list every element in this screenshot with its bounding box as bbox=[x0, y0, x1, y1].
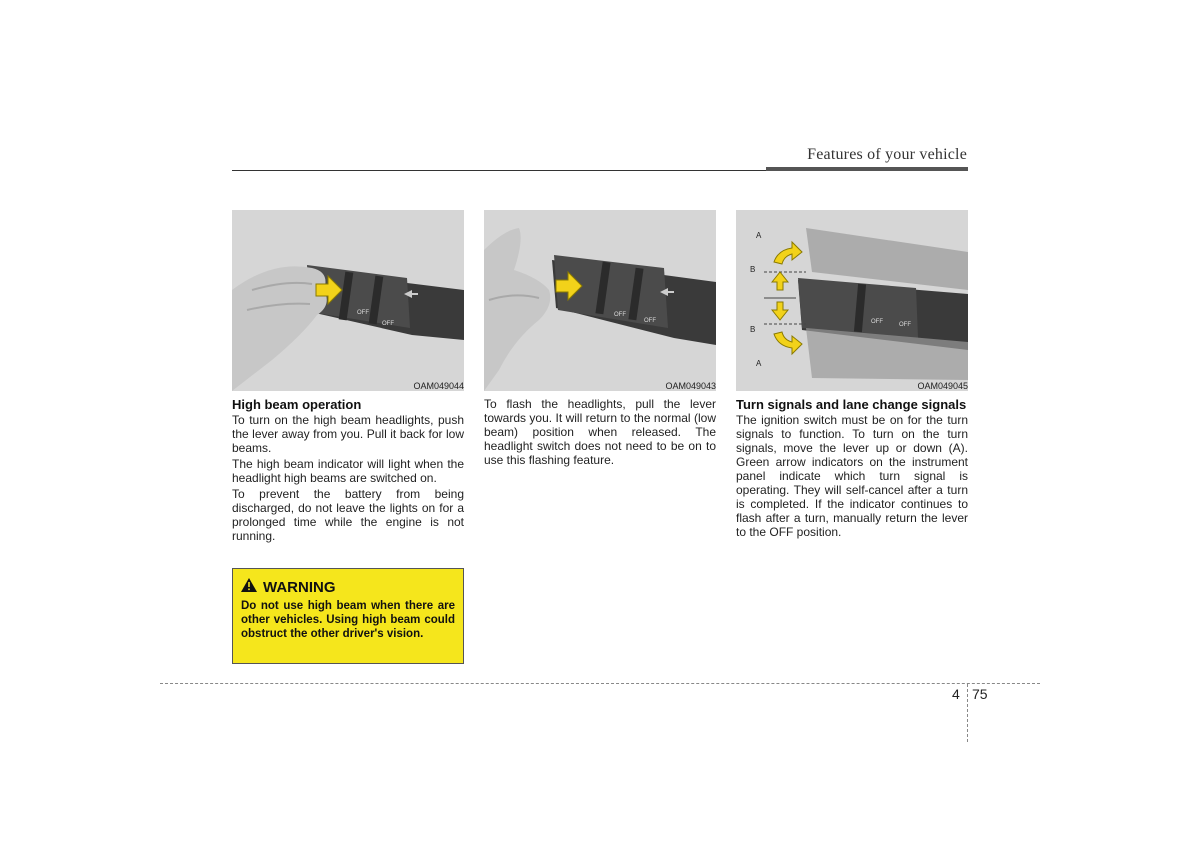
warning-title: WARNING bbox=[263, 578, 336, 596]
figure-code: OAM049043 bbox=[665, 381, 716, 391]
column-high-beam bbox=[232, 397, 464, 545]
figure-code: OAM049044 bbox=[413, 381, 464, 391]
figure-turn-signals bbox=[736, 210, 968, 391]
footer-rule bbox=[160, 683, 1040, 684]
lever-off-label: OFF bbox=[644, 318, 656, 324]
column-turn-signals bbox=[736, 397, 968, 541]
paragraph: The high beam indicator will light when the headlight high beams are switched on. bbox=[232, 457, 464, 485]
label-a: A bbox=[756, 231, 762, 240]
lever-off-label: OFF bbox=[614, 312, 626, 318]
warning-icon bbox=[241, 578, 257, 597]
lever-off-label: OFF bbox=[357, 310, 369, 316]
warning-body: Do not use high beam when there are other vehicles. Using high beam could obstruct the other driver's vision. bbox=[241, 600, 455, 640]
footer-divider bbox=[967, 684, 968, 742]
header-rule bbox=[232, 170, 768, 171]
paragraph: To prevent the battery from being discharged, do not leave the lights on for a prolonged time while the engine is not running. bbox=[232, 487, 464, 543]
figure-flash bbox=[484, 210, 716, 391]
warning-box bbox=[232, 568, 464, 664]
page-header-title: Features of your vehicle bbox=[807, 146, 967, 163]
section-heading: Turn signals and lane change signals bbox=[736, 397, 967, 412]
paragraph: To flash the headlights, pull the lever towards you. It will return to the normal (low beam) position when released. The headlight switch does not need to be on to use this flashing feature. bbox=[484, 397, 716, 467]
figure-code: OAM049045 bbox=[917, 381, 968, 391]
page-number: 75 bbox=[972, 686, 988, 702]
header-bar bbox=[766, 167, 968, 171]
paragraph: The ignition switch must be on for the turn signals to function. To turn on the turn signals, move the lever up or down (A). Green arrow indicators on the instrument panel indicate which turn signal is operating. They will self-cancel after a turn is completed. If the indicator continues to flash after a turn, manually return the lever to the OFF position. bbox=[736, 413, 968, 539]
figure-high-beam bbox=[232, 210, 464, 391]
label-a: A bbox=[756, 359, 762, 368]
lever-off-label: OFF bbox=[899, 322, 911, 328]
lever-off-label: OFF bbox=[871, 319, 883, 325]
section-heading: High beam operation bbox=[232, 397, 362, 412]
label-b: B bbox=[750, 265, 756, 274]
paragraph: To turn on the high beam headlights, push the lever away from you. Pull it back for low beams. bbox=[232, 413, 464, 455]
label-b: B bbox=[750, 325, 756, 334]
lever-off-label: OFF bbox=[382, 321, 394, 327]
page-chapter: 4 bbox=[952, 686, 960, 702]
column-flash bbox=[484, 397, 716, 469]
